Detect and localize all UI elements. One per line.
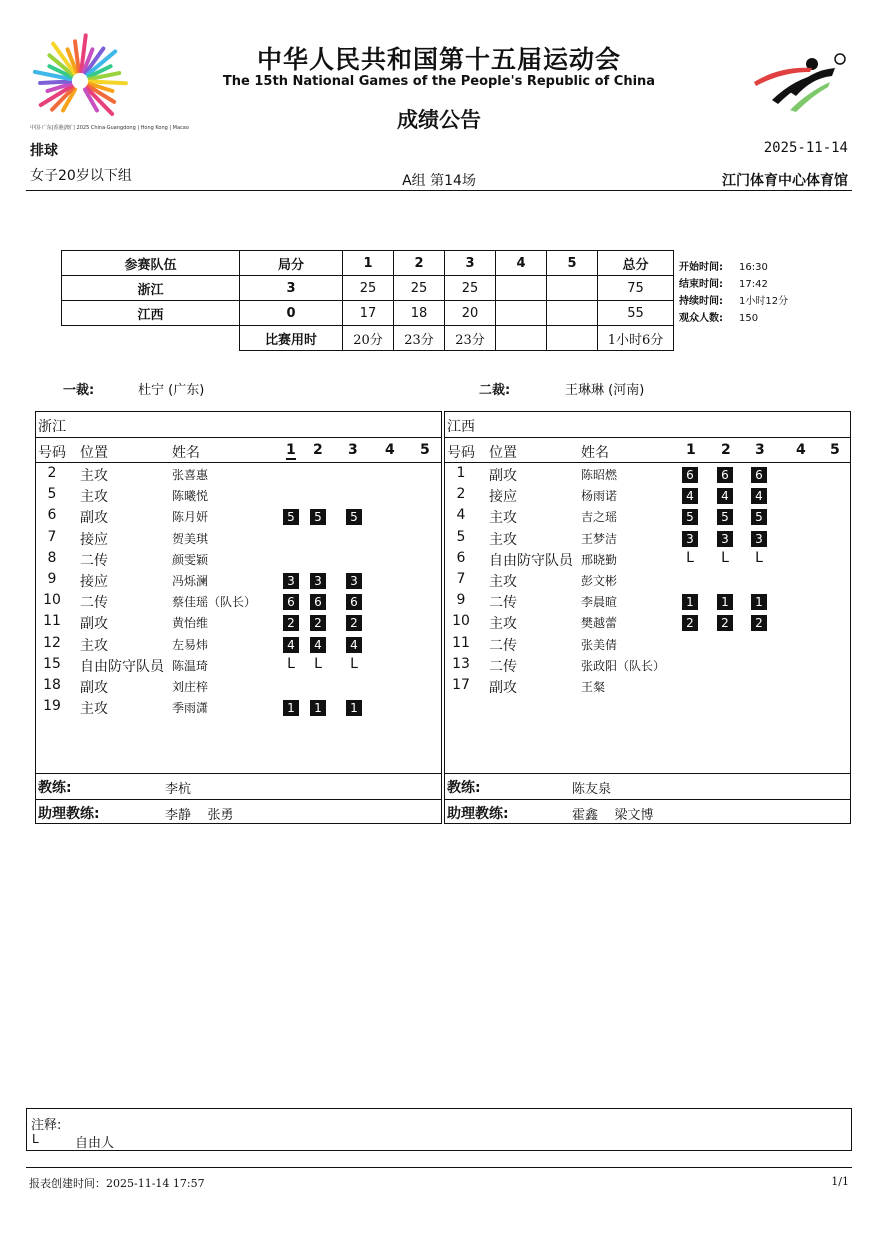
start-time: 16:30: [739, 262, 768, 273]
player-position: 二传: [489, 637, 517, 654]
col-set-2: 2: [394, 251, 445, 276]
first-referee-label: 一裁:: [63, 383, 95, 398]
rotation-position: 1: [717, 594, 733, 610]
divider: [445, 462, 850, 463]
col-set-1: 1: [286, 442, 296, 458]
notes-key: L: [32, 1132, 39, 1146]
rotation-position: 4: [346, 637, 362, 653]
player-number: 15: [43, 655, 61, 672]
player-position: 二传: [80, 595, 108, 612]
col-name: 姓名: [581, 445, 609, 461]
set-duration: [496, 326, 547, 351]
rotation-position: 2: [283, 615, 299, 631]
coach-name: 陈友泉: [572, 782, 612, 797]
set-score: 25: [394, 276, 445, 301]
col-set-4: 4: [496, 251, 547, 276]
player-name: 贺美琪: [172, 531, 209, 546]
report-date: 2025-11-14: [763, 140, 848, 156]
table-row: [445, 550, 850, 571]
match-times: [679, 259, 788, 327]
player-number: 7: [47, 528, 57, 545]
player-name: 张美倩: [581, 637, 618, 652]
player-number: 6: [456, 549, 466, 566]
player-number: 13: [452, 655, 470, 672]
start-label: 开始时间:: [679, 262, 723, 273]
player-position: 二传: [489, 595, 517, 612]
player-name: 陈温琦: [172, 658, 209, 673]
score-row-team2: [62, 301, 674, 326]
rotation-position: 2: [717, 615, 733, 631]
table-row: [36, 486, 441, 507]
rotation-position: 5: [283, 509, 299, 525]
player-number: 5: [47, 486, 57, 503]
team-name: 江西: [62, 301, 240, 326]
divider: [445, 437, 850, 438]
duration-row: [62, 326, 674, 351]
player-position: 主攻: [80, 468, 108, 484]
player-name: 刘庄梓: [172, 680, 209, 694]
player-number: 18: [43, 677, 61, 693]
page-title: 中华人民共和国第十五届运动会: [256, 45, 621, 74]
player-name: 彭文彬: [581, 574, 618, 588]
player-position: 副攻: [80, 680, 108, 696]
col-set-2: 2: [721, 442, 731, 458]
player-name: 杨雨诺: [581, 489, 618, 504]
divider: [445, 799, 850, 800]
rotation-position: 3: [346, 573, 362, 589]
col-set-1: 1: [686, 442, 696, 458]
rotation-position: 2: [682, 615, 698, 631]
end-label: 结束时间:: [679, 279, 723, 290]
rotation-position: 6: [283, 594, 299, 610]
duration-label: 比赛用时: [240, 326, 343, 351]
player-number: 9: [456, 592, 466, 609]
player-position: 主攻: [489, 616, 517, 633]
player-number: 5: [456, 528, 466, 545]
table-row: [445, 656, 850, 677]
col-set-3: 3: [755, 442, 765, 458]
player-position: 副攻: [80, 510, 108, 527]
player-name: 王粲: [581, 680, 606, 694]
player-number: 8: [47, 549, 57, 566]
player-name: 张政阳（队长）: [581, 658, 666, 673]
rotation-position: 6: [751, 467, 767, 483]
set-score: 25: [445, 276, 496, 301]
total-duration: 1小时6分: [598, 326, 674, 351]
second-referee: 王琳琳 (河南): [565, 383, 645, 398]
rotation-position: 1: [310, 700, 326, 716]
rotation-position: 6: [346, 594, 362, 610]
table-row: [445, 486, 850, 507]
assistant-coach-label: 助理教练:: [38, 806, 100, 822]
table-row: [445, 465, 850, 486]
rotation-position: 6: [682, 467, 698, 483]
table-row: [36, 571, 441, 592]
player-position: 二传: [80, 552, 108, 569]
rotation-position: 5: [717, 509, 733, 525]
table-row: [36, 465, 441, 486]
col-pos: 位置: [80, 445, 108, 461]
player-position: 主攻: [80, 637, 108, 654]
col-set-2: 2: [313, 442, 323, 458]
rotation-position: 1: [751, 594, 767, 610]
assistant-coach-names: 李静 张勇: [165, 808, 234, 823]
roster-panel-right: [444, 411, 851, 824]
col-sets-won: 局分: [240, 251, 343, 276]
set-score: 25: [343, 276, 394, 301]
coach-label: 教练:: [38, 780, 72, 796]
rotation-position: 4: [751, 488, 767, 504]
report-created-time: 报表创建时间：2025-11-14 17:57: [29, 1177, 205, 1190]
team-name: 江西: [447, 419, 475, 435]
header-divider: [26, 190, 852, 191]
divider: [36, 773, 441, 774]
player-position: 接应: [80, 574, 108, 590]
total-score: 75: [598, 276, 674, 301]
libero-marker: L: [350, 655, 358, 672]
player-number: 19: [43, 698, 61, 715]
rotation-position: 1: [346, 700, 362, 716]
score-row-team1: [62, 276, 674, 301]
sport-label: 排球: [30, 143, 58, 159]
rotation-position: 5: [310, 509, 326, 525]
player-name: 邢晓勤: [581, 552, 618, 567]
divider: [36, 462, 441, 463]
col-set-3: 3: [348, 442, 358, 458]
player-position: 副攻: [80, 616, 108, 633]
col-set-4: 4: [385, 442, 395, 458]
set-score: 20: [445, 301, 496, 326]
col-num: 号码: [38, 445, 66, 461]
player-position: 副攻: [489, 468, 517, 484]
table-row: [445, 677, 850, 698]
col-set-3: 3: [445, 251, 496, 276]
table-row: [445, 507, 850, 528]
col-name: 姓名: [172, 445, 200, 461]
table-row: [36, 677, 441, 698]
table-row: [36, 635, 441, 656]
rotation-position: 6: [310, 594, 326, 610]
table-row: [445, 613, 850, 634]
total-score: 55: [598, 301, 674, 326]
set-score: [547, 276, 598, 301]
duration-value: 1小时12分: [739, 296, 789, 307]
duration-label: 持续时间:: [679, 296, 723, 307]
set-score: [496, 301, 547, 326]
rotation-position: 1: [283, 700, 299, 716]
col-set-5: 5: [547, 251, 598, 276]
set-score: [496, 276, 547, 301]
libero-marker: L: [755, 549, 763, 566]
rotation-position: 5: [751, 509, 767, 525]
player-name: 李晨暄: [581, 595, 618, 610]
notes-box: [26, 1108, 852, 1151]
player-position: 主攻: [489, 574, 517, 590]
rotation-position: 6: [717, 467, 733, 483]
table-row: [36, 592, 441, 613]
category-label: 女子20岁以下组: [30, 168, 132, 184]
player-position: 自由防守队员: [80, 658, 164, 675]
venue-label: 江门体育中心体育馆: [722, 173, 848, 189]
table-row: [445, 529, 850, 550]
player-name: 陈月妍: [172, 510, 209, 525]
col-set-4: 4: [796, 442, 806, 458]
rotation-position: 2: [751, 615, 767, 631]
team-name: 浙江: [38, 419, 66, 435]
col-set-5: 5: [830, 442, 840, 458]
player-number: 12: [43, 634, 61, 651]
report-subtitle: 成绩公告: [397, 108, 481, 132]
rotation-position: 4: [682, 488, 698, 504]
set-score: [547, 301, 598, 326]
set-duration: 20分: [343, 326, 394, 351]
player-name: 吉之瑶: [581, 510, 618, 525]
col-total: 总分: [598, 251, 674, 276]
player-name: 陈昭燃: [581, 468, 618, 482]
set-score: 17: [343, 301, 394, 326]
player-position: 自由防守队员: [489, 552, 573, 569]
player-position: 接应: [489, 489, 517, 506]
player-name: 冯烁澜: [172, 574, 209, 588]
player-number: 6: [47, 507, 57, 524]
rotation-position: 2: [310, 615, 326, 631]
player-name: 樊越蕾: [581, 616, 618, 631]
table-row: [36, 698, 441, 719]
assistant-coach-names: 霍鑫 梁文博: [572, 808, 654, 823]
player-position: 主攻: [489, 531, 517, 548]
rotation-position: 4: [310, 637, 326, 653]
notes-title: 注释:: [31, 1118, 62, 1133]
rotation-position: 5: [346, 509, 362, 525]
table-row: [36, 529, 441, 550]
sets-won: 3: [240, 276, 343, 301]
set-duration: [547, 326, 598, 351]
rotation-position: 3: [751, 531, 767, 547]
sets-won: 0: [240, 301, 343, 326]
player-number: 2: [47, 465, 57, 481]
page-title-english: The 15th National Games of the People's Republic of China: [222, 74, 656, 89]
second-referee-label: 二裁:: [479, 383, 511, 398]
table-row: [36, 656, 441, 677]
set-score: 18: [394, 301, 445, 326]
table-row: [36, 613, 441, 634]
team-name: 浙江: [62, 276, 240, 301]
divider: [445, 773, 850, 774]
notes-description: 自由人: [75, 1136, 115, 1151]
player-name: 左易炜: [172, 637, 209, 652]
empty-cell: [62, 326, 240, 351]
rotation-position: 4: [717, 488, 733, 504]
libero-marker: L: [686, 549, 694, 566]
volleyball-pictogram-icon: [750, 52, 850, 114]
player-position: 副攻: [489, 680, 517, 696]
player-number: 10: [452, 613, 470, 630]
footer-divider: [26, 1167, 852, 1168]
player-number: 11: [43, 613, 61, 630]
player-position: 主攻: [80, 701, 108, 718]
divider: [36, 437, 441, 438]
libero-marker: L: [314, 655, 322, 672]
player-number: 9: [47, 571, 57, 587]
assistant-coach-label: 助理教练:: [447, 806, 509, 822]
set-duration: 23分: [445, 326, 496, 351]
player-position: 主攻: [489, 510, 517, 527]
col-num: 号码: [447, 445, 475, 461]
player-position: 二传: [489, 658, 517, 675]
col-team: 参赛队伍: [62, 251, 240, 276]
set-duration: 23分: [394, 326, 445, 351]
player-number: 17: [452, 677, 470, 693]
audience-value: 150: [739, 313, 759, 324]
table-row: [36, 550, 441, 571]
rotation-position: 1: [682, 594, 698, 610]
player-number: 2: [456, 486, 466, 503]
score-header-row: [62, 251, 674, 276]
coach-label: 教练:: [447, 780, 481, 796]
player-position: 主攻: [80, 489, 108, 506]
score-table: [61, 250, 674, 351]
col-set-1: 1: [343, 251, 394, 276]
rotation-position: 5: [682, 509, 698, 525]
col-set-5: 5: [420, 442, 430, 458]
logo-caption: 中国·广东|香港|澳门 2025 China·Guangdong | Hong Kong | Macao: [30, 125, 189, 131]
table-row: [36, 507, 441, 528]
rotation-position: 3: [682, 531, 698, 547]
player-name: 黄怡维: [172, 616, 209, 631]
table-row: [445, 571, 850, 592]
player-number: 4: [456, 507, 466, 524]
player-name: 陈曦悦: [172, 489, 209, 504]
page-number: 1/1: [831, 1175, 849, 1188]
player-number: 10: [43, 592, 61, 609]
table-row: [445, 635, 850, 656]
player-name: 张喜惠: [172, 468, 209, 482]
group-match-label: A组 第14场: [402, 173, 476, 189]
divider: [36, 799, 441, 800]
player-number: 7: [456, 571, 466, 587]
player-name: 季雨潇: [172, 701, 209, 716]
libero-marker: L: [721, 549, 729, 566]
audience-label: 观众人数:: [679, 313, 723, 324]
rotation-position: 3: [283, 573, 299, 589]
libero-marker: L: [287, 655, 295, 672]
col-pos: 位置: [489, 445, 517, 461]
rotation-position: 3: [717, 531, 733, 547]
coach-name: 李杭: [165, 782, 192, 797]
end-time: 17:42: [739, 279, 768, 290]
roster-panel-left: [35, 411, 442, 824]
rotation-position: 2: [346, 615, 362, 631]
player-number: 11: [452, 634, 470, 651]
first-referee: 杜宁 (广东): [138, 383, 205, 398]
rotation-position: 3: [310, 573, 326, 589]
player-name: 蔡佳瑶（队长）: [172, 595, 257, 610]
player-name: 王梦洁: [581, 531, 618, 546]
player-name: 颜雯颖: [172, 552, 209, 567]
player-number: 1: [456, 465, 466, 481]
table-row: [445, 592, 850, 613]
player-position: 接应: [80, 531, 108, 548]
rotation-position: 4: [283, 637, 299, 653]
